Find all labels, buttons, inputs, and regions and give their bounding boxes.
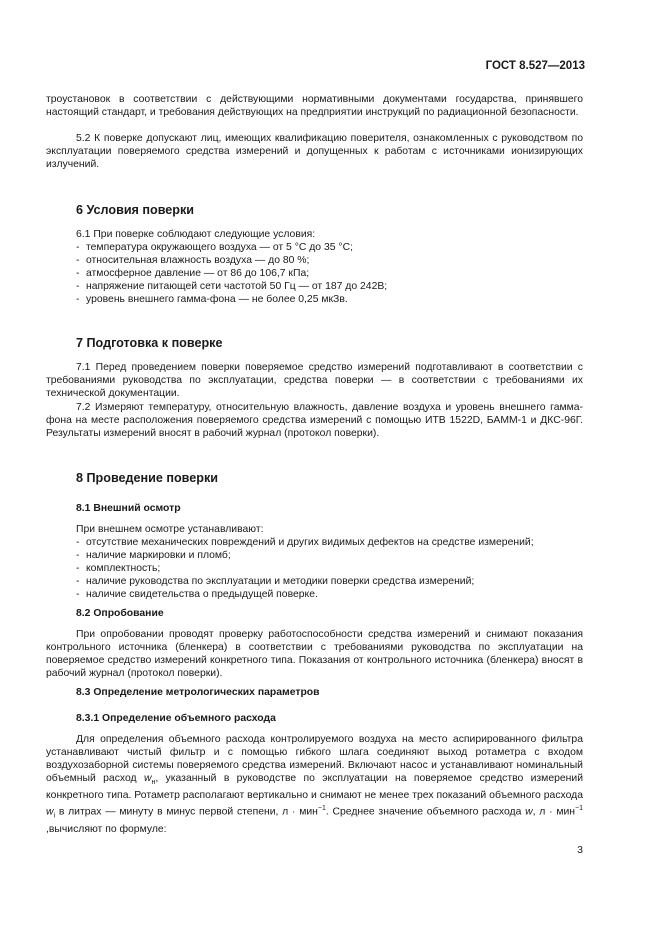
section-8-1-lead: При внешнем осмотре устанавливают: — [76, 524, 264, 535]
intro-paragraph-2: 5.2 К поверке допускают лиц, имеющих квалификацию поверителя, ознакомленных с руководством по эксплуатации поверяемого средства измерений и допущенных к работам с источниками ионизирующих излучений. — [46, 133, 583, 170]
section-6-heading: 6 Условия поверки — [76, 203, 195, 217]
section-7-heading: 7 Подготовка к поверке — [76, 336, 223, 350]
inspection-item: - наличие руководства по эксплуатации и методики поверки средства измерений; — [76, 575, 474, 588]
condition-item: - относительная влажность воздуха — до 80 %; — [76, 254, 309, 267]
section-8-3-1-text: Для определения объемного расхода контролируемого воздуха на место аспирированного фильтра устанавливают чистый фильтр и с помощью гибкого шлага соединяют выход ротаметра с входом воздухозаборной системы поверяемого средства измерений. Включают насос и устанавливают номинальный объемный расход $w_н$, указанный в руководстве по эксплуатации на поверяемое средство измерений конкретного типа. Ротаметр располагают вертикально и снимают не менее трех показаний объемного расхода $w_i$ в литрах — минуту в минус первой степени, л · мин$^{-1}$. Среднее значение объемного расхода w, л · мин$^{-1}$ ,вычисляют по формуле: — [46, 734, 583, 835]
inspection-item: - отсутствие механических повреждений и других видимых дефектов на средстве измерений; — [76, 536, 534, 549]
section-8-3-1-heading: 8.3.1 Определение объемного расхода — [76, 713, 276, 724]
intro-paragraph-1: троустановок в соответствии с действующими нормативными документами государства, принявшего настоящий стандарт, и требования действующих на предприятии инструкций по радиационной безопасности. — [46, 94, 583, 118]
document-header-code: ГОСТ 8.527—2013 — [485, 60, 585, 72]
section-8-1-heading: 8.1 Внешний осмотр — [76, 503, 181, 514]
section-7-1-text: 7.1 Перед проведением поверки поверяемое средство измерений подготавливают в соответствии с требованиями руководства по эксплуатации, средства поверки — в соответствии с требованиями их технической документации. — [46, 362, 583, 399]
condition-item: - напряжение питающей сети частотой 50 Гц — от 187 до 242В; — [76, 280, 387, 293]
inspection-item: - комплектность; — [76, 562, 160, 575]
section-8-2-heading: 8.2 Опробование — [76, 608, 164, 619]
section-8-heading: 8 Проведение поверки — [76, 471, 218, 485]
page-number: 3 — [577, 844, 583, 856]
section-7-2-text: 7.2 Измеряют температуру, относительную влажность, давление воздуха и уровень внешнего гамма-фона на месте расположения поверяемого средства измерений с помощью ИТВ 1522D, БАММ-1 и ДКС-96Г. Результаты измерений вносят в рабочий журнал (протокол поверки). — [46, 402, 583, 439]
condition-item: - температура окружающего воздуха — от 5 °С до 35 °С; — [76, 241, 353, 254]
section-8-2-text: При опробовании проводят проверку работоспособности средства измерений и снимают показания контрольного источника (бленкера) в соответствии с требованиями руководства по эксплуатации на поверяемое средство измерений конкретного типа. Показания от контрольного источника (бленкера) вносят в рабочий журнал (протокол поверки). — [46, 629, 583, 679]
inspection-item: - наличие свидетельства о предыдущей поверке. — [76, 588, 318, 601]
inspection-item: - наличие маркировки и пломб; — [76, 549, 231, 562]
condition-item: - атмосферное давление — от 86 до 106,7 кПа; — [76, 267, 309, 280]
section-6-1-lead: 6.1 При поверке соблюдают следующие условия: — [76, 229, 316, 240]
section-8-3-heading: 8.3 Определение метрологических параметров — [76, 687, 320, 698]
condition-item: - уровень внешнего гамма-фона — не более 0,25 мкЗв. — [76, 293, 348, 306]
